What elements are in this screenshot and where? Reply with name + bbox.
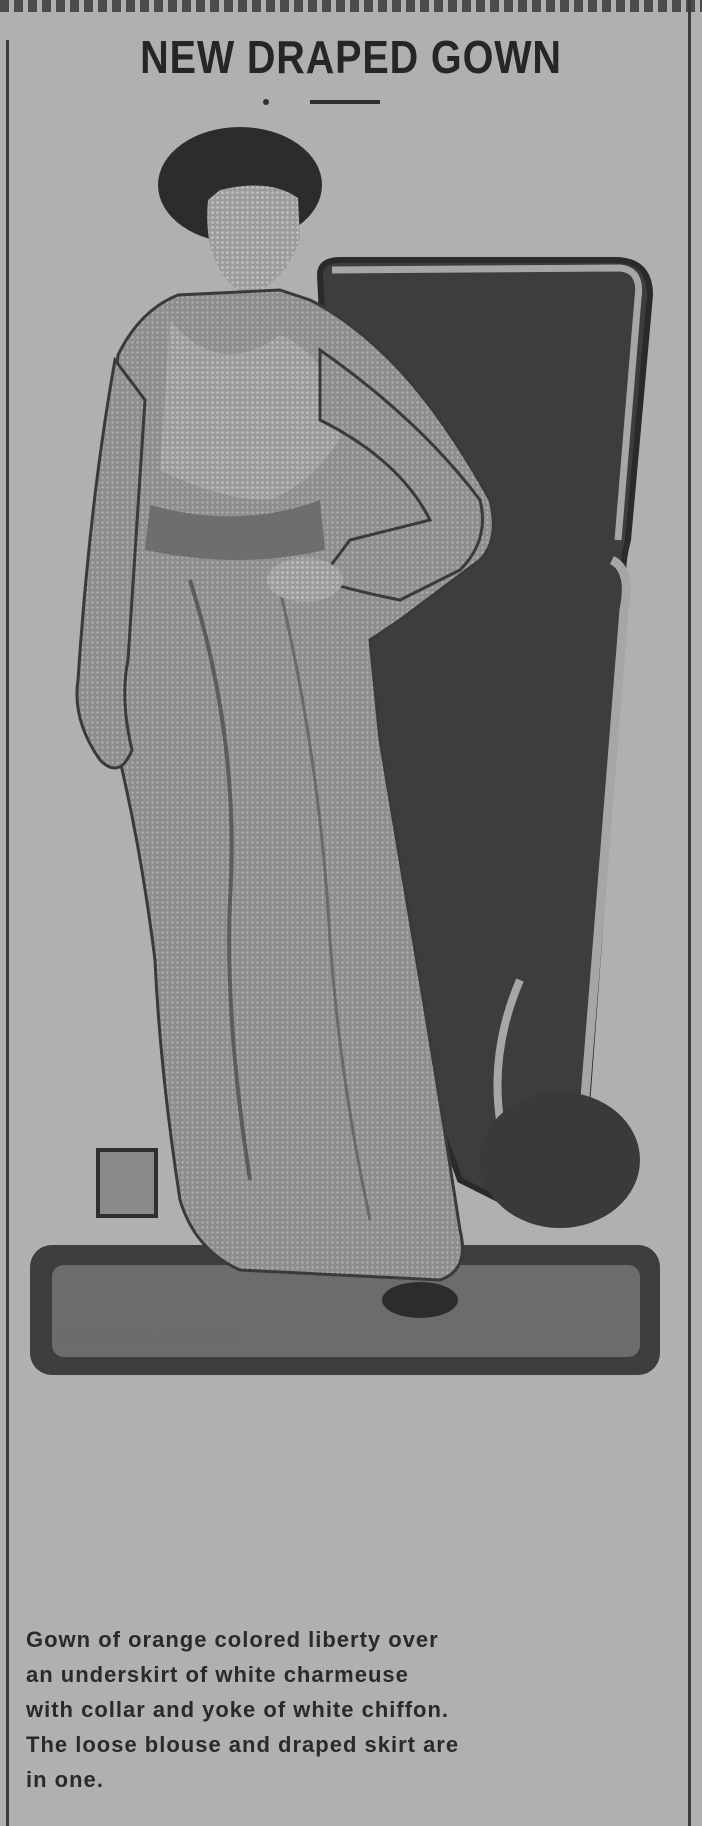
caption-line: Gown of orange colored liberty over — [26, 1627, 439, 1652]
caption-line: in one. — [26, 1767, 104, 1792]
top-border-dots — [0, 0, 702, 12]
caption-line: with collar and yoke of white chiffon. — [26, 1697, 450, 1722]
right-column-rule — [688, 0, 691, 1826]
caption-line: The loose blouse and draped skirt are — [26, 1732, 460, 1757]
left-column-rule — [6, 40, 9, 1826]
caption-line: an underskirt of white charmeuse — [26, 1662, 409, 1687]
headline: NEW DRAPED GOWN — [140, 31, 562, 83]
headline-ornament-dot — [263, 99, 269, 105]
photo-caption — [26, 1622, 682, 1797]
face — [207, 186, 300, 296]
gown-photograph — [20, 120, 680, 1600]
gown-photograph-svg — [20, 120, 680, 1600]
photo-credit: Underwood & Underwood — [60, 1328, 241, 1343]
floor-box — [98, 1150, 156, 1216]
headline-ornament-dash — [310, 100, 380, 104]
chair-foot — [480, 1092, 640, 1228]
